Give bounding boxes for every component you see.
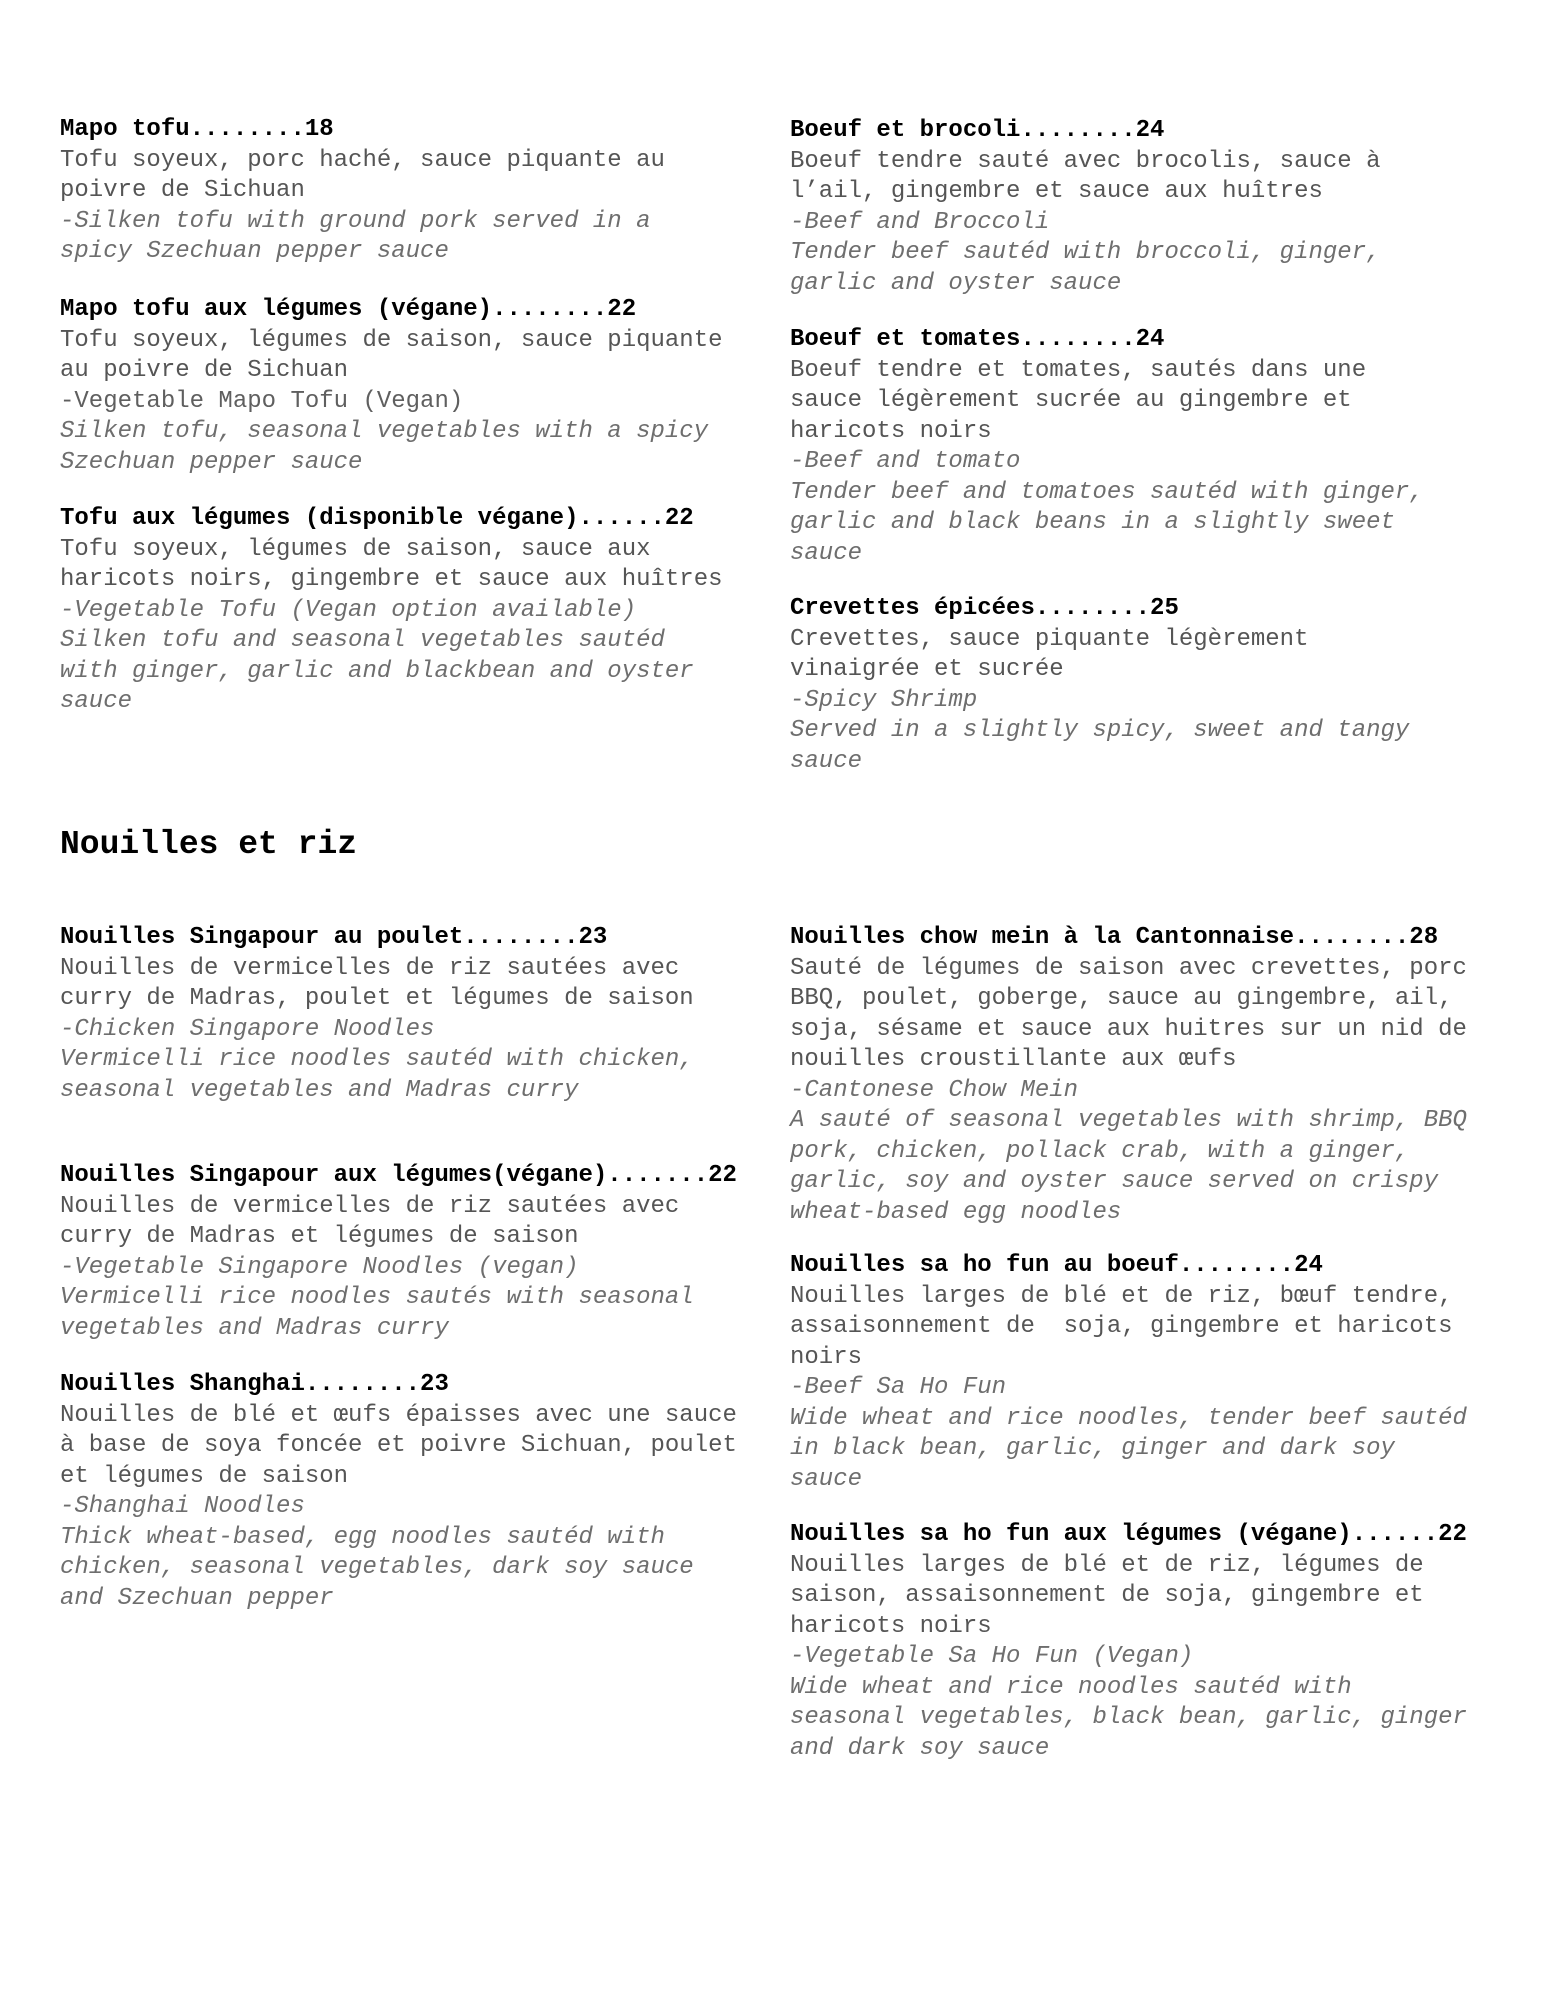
item-description-fr: Nouilles larges de blé et de riz, légumes de: [790, 1551, 1424, 1579]
item-description-fr: BBQ, poulet, goberge, sauce au gingembre, ail,: [790, 985, 1453, 1012]
item-title: Nouilles sa ho fun au boeuf........24: [790, 1252, 1323, 1279]
item-description-en: garlic and black beans in a slightly sweet: [790, 509, 1395, 536]
section-heading: Nouilles et riz: [60, 826, 358, 863]
menu-item-cantonese-chow-mein: [790, 923, 1510, 1228]
item-description-en: Vermicelli rice noodles sautéd with chicken,: [60, 1046, 694, 1073]
item-description-en: Szechuan pepper sauce: [60, 448, 363, 476]
item-title: Nouilles Shanghai........23: [60, 1371, 449, 1398]
item-title: Boeuf et tomates........24: [790, 326, 1165, 353]
menu-item-mapo-tofu: [60, 115, 780, 268]
item-description-fr: l’ail, gingembre et sauce aux huîtres: [790, 178, 1323, 205]
item-description-en: -Chicken Singapore Noodles: [60, 1015, 435, 1043]
item-description-fr: soja, sésame et sauce aux huitres sur un nid de: [790, 1015, 1467, 1043]
item-description-en: Thick wheat-based, egg noodles sautéd with: [60, 1523, 665, 1551]
item-description-en: -Silken tofu with ground pork served in a: [60, 207, 651, 235]
item-description-en: seasonal vegetables and Madras curry: [60, 1076, 579, 1104]
item-title: Nouilles sa ho fun aux légumes (végane)......22: [790, 1521, 1467, 1548]
item-description-en: seasonal vegetables, black bean, garlic, ginger: [790, 1704, 1467, 1731]
item-description-en: Silken tofu and seasonal vegetables sautéd: [60, 627, 665, 654]
menu-item-shanghai-noodles: [60, 1370, 780, 1614]
item-description-fr: au poivre de Sichuan: [60, 357, 349, 384]
item-description-en: -Spicy Shrimp: [790, 686, 978, 714]
item-description-fr: Boeuf tendre et tomates, sautés dans une: [790, 356, 1367, 384]
item-description-fr: assaisonnement de soja, gingembre et haricots: [790, 1313, 1453, 1340]
item-description-en: -Cantonese Chow Mein: [790, 1076, 1079, 1104]
item-description-fr: saison, assaisonnement de soja, gingembre et: [790, 1582, 1424, 1609]
menu-item-beef-tomato: [790, 325, 1510, 569]
item-title: Crevettes épicées........25: [790, 595, 1179, 622]
item-description-fr: et légumes de saison: [60, 1462, 349, 1490]
item-description-en: sauce: [60, 688, 133, 715]
menu-item-chicken-singapore-noodles: [60, 923, 780, 1106]
item-description-en: pork, chicken, pollack crab, with a ginger,: [790, 1137, 1410, 1165]
item-description-en: sauce: [790, 539, 863, 567]
menu-item-vegetable-singapore-noodles: [60, 1161, 780, 1344]
item-description-en: wheat-based egg noodles: [790, 1198, 1122, 1226]
item-description-en: sauce: [790, 747, 863, 775]
item-description-fr: poivre de Sichuan: [60, 177, 305, 204]
item-english-name: -Vegetable Mapo Tofu (Vegan): [60, 387, 464, 415]
item-description-en: and Szechuan pepper: [60, 1584, 334, 1612]
item-description-en: -Vegetable Sa Ho Fun (Vegan): [790, 1643, 1194, 1670]
item-description-en: -Beef Sa Ho Fun: [790, 1374, 1007, 1401]
item-description-en: -Vegetable Singapore Noodles (vegan): [60, 1253, 579, 1281]
item-description-en: vegetables and Madras curry: [60, 1314, 449, 1342]
item-title: Mapo tofu........18: [60, 116, 334, 143]
item-description-en: -Beef and tomato: [790, 448, 1021, 475]
menu-item-vegetable-sa-ho-fun: [790, 1520, 1510, 1764]
item-description-fr: Nouilles de blé et œufs épaisses avec une sauce: [60, 1401, 737, 1429]
item-description-en: chicken, seasonal vegetables, dark soy sauce: [60, 1554, 694, 1581]
item-description-en: with ginger, garlic and blackbean and oyster: [60, 657, 694, 685]
item-description-fr: Boeuf tendre sauté avec brocolis, sauce à: [790, 147, 1381, 175]
menu-item-beef-broccoli: [790, 116, 1510, 299]
item-description-en: -Vegetable Tofu (Vegan option available): [60, 596, 637, 624]
item-description-en: Wide wheat and rice noodles sautéd with: [790, 1673, 1352, 1701]
item-description-en: garlic, soy and oyster sauce served on crispy: [790, 1168, 1439, 1195]
item-description-en: -Beef and Broccoli: [790, 208, 1050, 236]
item-description-fr: noirs: [790, 1343, 863, 1371]
item-description-fr: Tofu soyeux, légumes de saison, sauce aux: [60, 535, 651, 563]
item-description-fr: haricots noirs, gingembre et sauce aux huîtres: [60, 566, 723, 593]
item-description-en: Tender beef and tomatoes sautéd with ginger,: [790, 478, 1424, 506]
item-title: Nouilles Singapour au poulet........23: [60, 924, 608, 951]
item-description-fr: haricots noirs: [790, 417, 992, 445]
item-description-fr: Sauté de légumes de saison avec crevettes, porc: [790, 954, 1467, 982]
item-description-fr: Crevettes, sauce piquante légèrement: [790, 625, 1309, 653]
item-description-fr: Tofu soyeux, légumes de saison, sauce piquante: [60, 326, 723, 354]
item-description-en: and dark soy sauce: [790, 1734, 1050, 1762]
item-description-fr: Nouilles de vermicelles de riz sautées avec: [60, 954, 680, 982]
item-description-en: Tender beef sautéd with broccoli, ginger,: [790, 239, 1381, 266]
item-title: Tofu aux légumes (disponible végane)......22: [60, 505, 694, 532]
item-description-fr: curry de Madras et légumes de saison: [60, 1223, 579, 1250]
item-description-en: garlic and oyster sauce: [790, 269, 1122, 297]
item-description-fr: sauce légèrement sucrée au gingembre et: [790, 387, 1352, 414]
item-description-fr: haricots noirs: [790, 1612, 992, 1640]
item-description-en: Silken tofu, seasonal vegetables with a spicy: [60, 418, 709, 445]
item-description-en: -Shanghai Noodles: [60, 1493, 305, 1520]
menu-item-spicy-shrimp: [790, 594, 1510, 777]
item-description-en: Wide wheat and rice noodles, tender beef sautéd: [790, 1404, 1467, 1432]
menu-item-vegetable-mapo-tofu: [60, 295, 780, 478]
item-description-fr: Nouilles de vermicelles de riz sautées avec: [60, 1192, 680, 1220]
item-description-fr: nouilles croustillante aux œufs: [790, 1046, 1237, 1073]
item-description-fr: à base de soya foncée et poivre Sichuan, poulet: [60, 1432, 737, 1459]
item-title: Mapo tofu aux légumes (végane)........22: [60, 296, 637, 323]
item-title: Boeuf et brocoli........24: [790, 117, 1165, 144]
item-description-fr: Nouilles larges de blé et de riz, bœuf tendre,: [790, 1282, 1453, 1310]
item-description-en: A sauté of seasonal vegetables with shrimp, BBQ: [790, 1107, 1467, 1134]
item-title: Nouilles chow mein à la Cantonnaise........28: [790, 924, 1439, 951]
item-description-fr: curry de Madras, poulet et légumes de saison: [60, 985, 694, 1012]
item-description-en: in black bean, garlic, ginger and dark soy: [790, 1435, 1395, 1462]
item-description-en: sauce: [790, 1465, 863, 1493]
item-description-en: spicy Szechuan pepper sauce: [60, 238, 449, 265]
item-description-fr: vinaigrée et sucrée: [790, 656, 1064, 683]
item-title: Nouilles Singapour aux légumes(végane).......22: [60, 1162, 737, 1189]
menu-item-vegetable-tofu: [60, 504, 780, 718]
item-description-fr: Tofu soyeux, porc haché, sauce piquante au: [60, 146, 665, 174]
item-description-en: Vermicelli rice noodles sautés with seasonal: [60, 1284, 694, 1311]
menu-item-beef-sa-ho-fun: [790, 1251, 1510, 1495]
item-description-en: Served in a slightly spicy, sweet and tangy: [790, 717, 1410, 744]
